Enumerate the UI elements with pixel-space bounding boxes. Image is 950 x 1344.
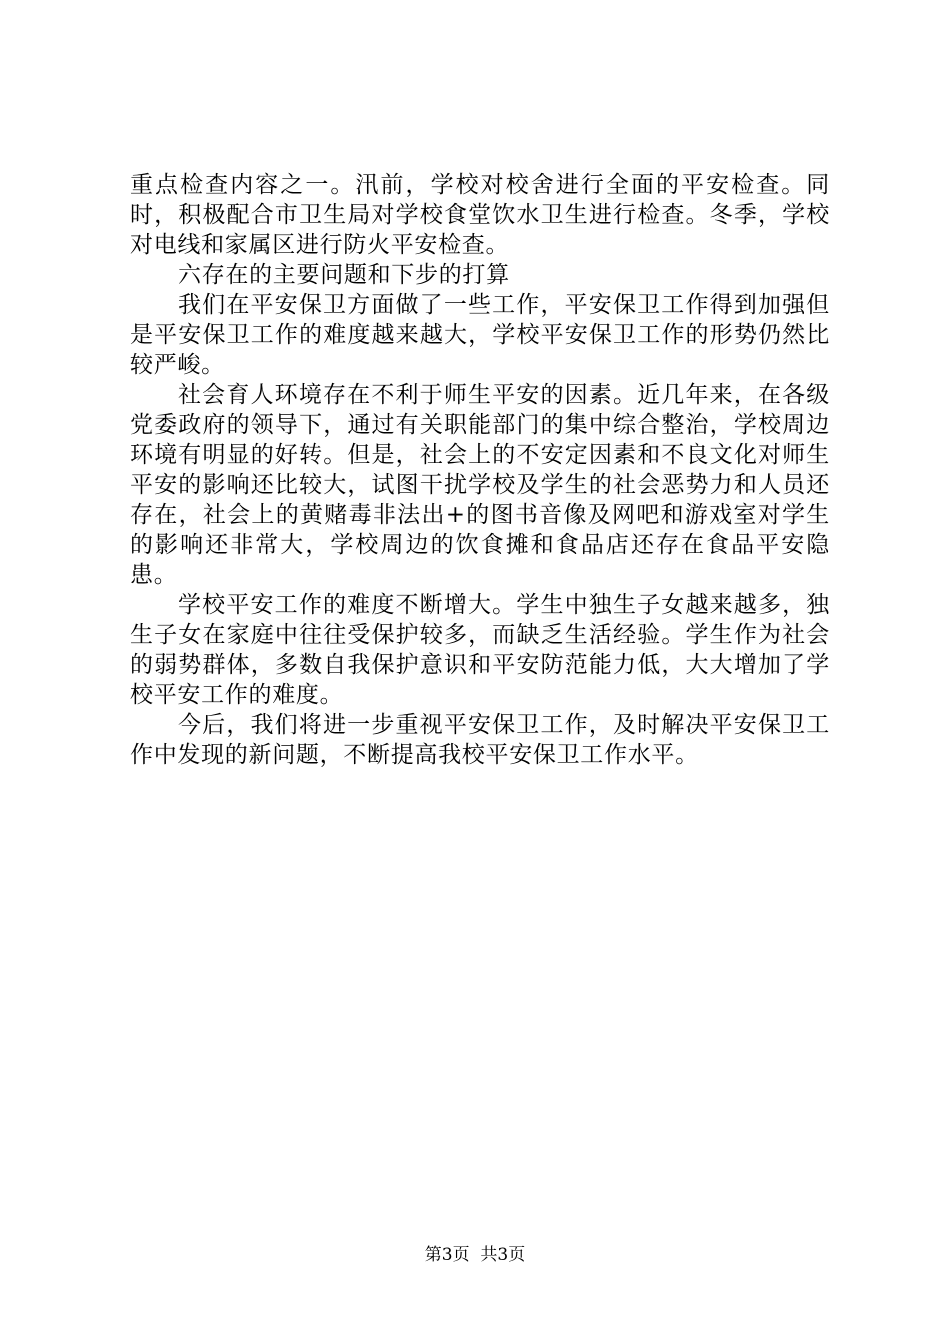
- document-body: [130, 170, 830, 770]
- paragraph: 学校平安工作的难度不断增大。学生中独生子女越来越多，独生子女在家庭中往往受保护较多，而缺乏生活经验。学生作为社会的弱势群体，多数自我保护意识和平安防范能力低，大大增加了学校平安工作的难度。: [130, 592, 830, 708]
- paragraph: 社会育人环境存在不利于师生平安的因素。近几年来，在各级党委政府的领导下，通过有关职能部门的集中综合整治，学校周边环境有明显的好转。但是，社会上的不安定因素和不良文化对师生平安的影响还比较大，试图干扰学校及学生的社会恶势力和人员还存在，社会上的黄赌毒非法出+的图书音像及网吧和游戏室对学生的影响还非常大，学校周边的饮食摊和食品店还存在食品平安隐患。: [130, 382, 830, 588]
- paragraph: 我们在平安保卫方面做了一些工作，平安保卫工作得到加强但是平安保卫工作的难度越来越大，学校平安保卫工作的形势仍然比较严峻。: [130, 292, 830, 378]
- paragraph: 今后，我们将进一步重视平安保卫工作，及时解决平安保卫工作中发现的新问题，不断提高我校平安保卫工作水平。: [130, 712, 830, 768]
- page-number: 第3页 共3页: [424, 1245, 526, 1265]
- paragraph-continued: 重点检查内容之一。汛前，学校对校舍进行全面的平安检查。同时，积极配合市卫生局对学校食堂饮水卫生进行检查。冬季，学校对电线和家属区进行防火平安检查。: [130, 172, 830, 258]
- section-heading: 六存在的主要问题和下步的打算: [178, 262, 510, 288]
- page-footer: [0, 1244, 950, 1266]
